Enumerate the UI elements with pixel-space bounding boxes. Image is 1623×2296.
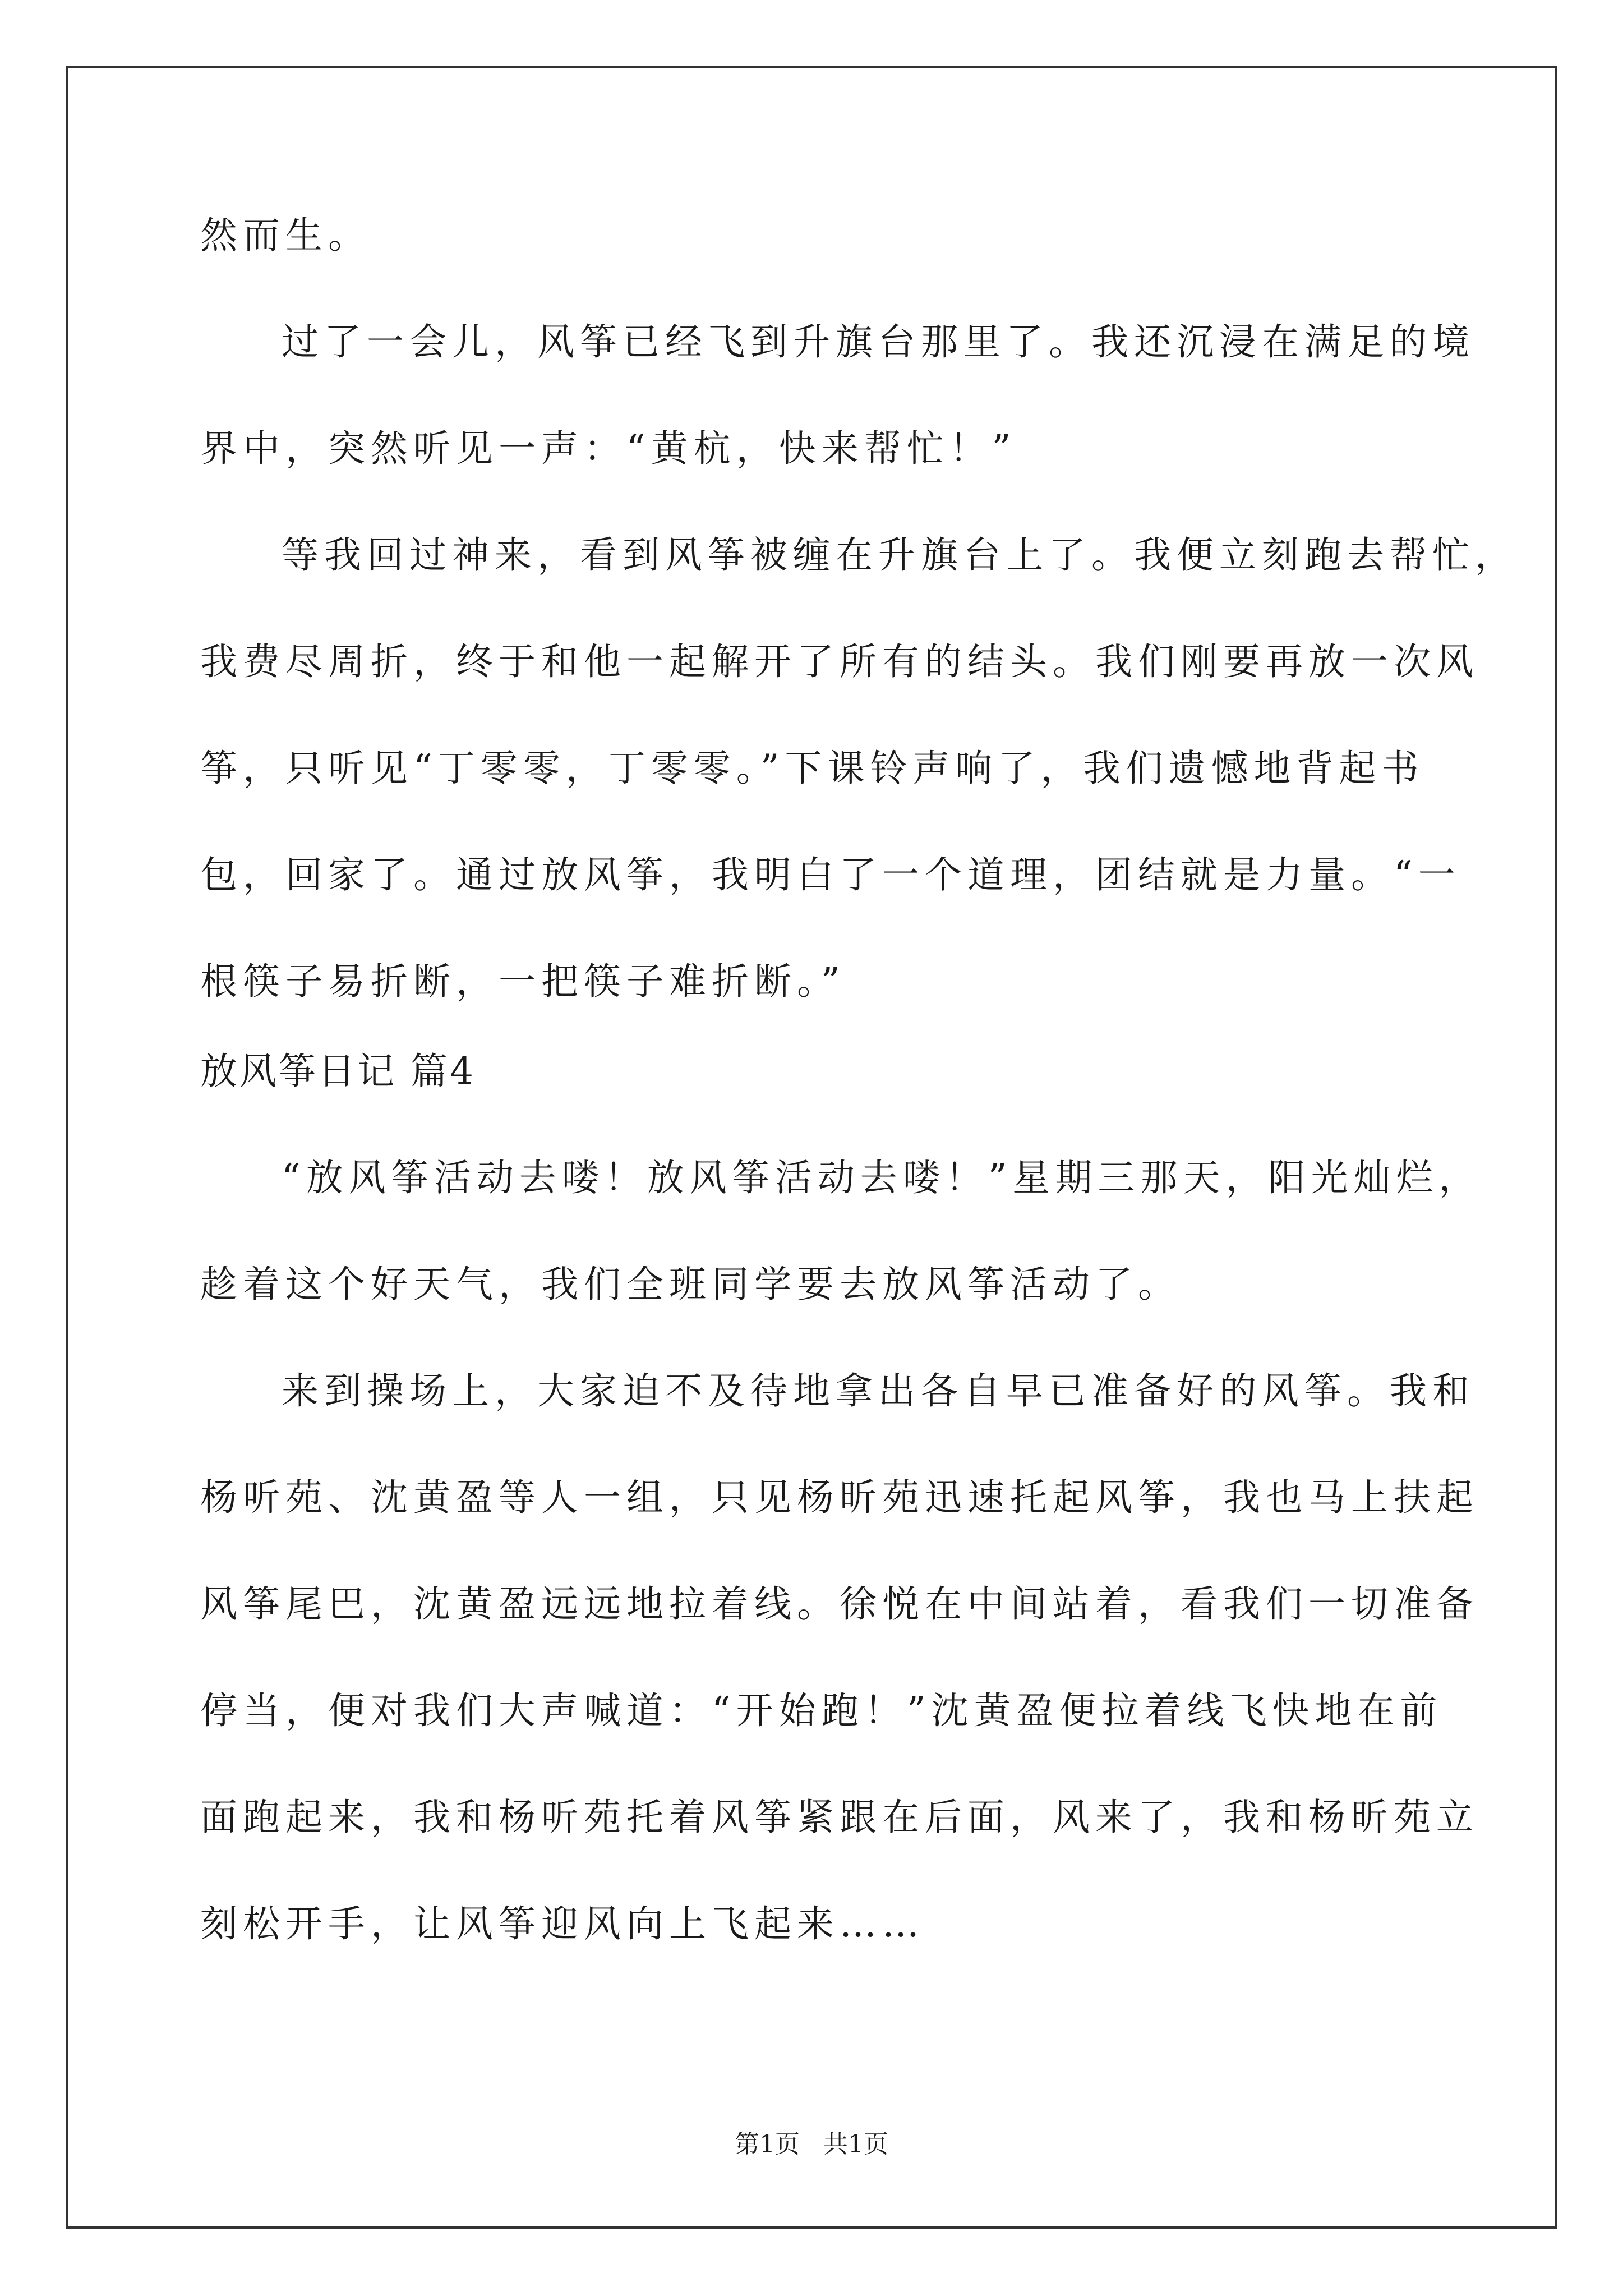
paragraph-line: 来到操场上，大家迫不及待地拿出各自早已准备好的风筝。我和 xyxy=(282,1369,1475,1412)
page-total: 共1页 xyxy=(823,2130,888,2159)
paragraph-line: 我费尽周折，终于和他一起解开了所有的结头。我们刚要再放一次风 xyxy=(200,640,1479,683)
paragraph-line: 趁着这个好天气，我们全班同学要去放风筝活动了。 xyxy=(200,1263,1181,1306)
section-heading: 放风筝日记 篇4 xyxy=(200,1050,476,1093)
paragraph-line: 等我回过神来，看到风筝被缠在升旗台上了。我便立刻跑去帮忙， xyxy=(282,533,1518,577)
paragraph-line: 刻松开手，让风筝迎风向上飞起来…… xyxy=(200,1902,925,1945)
paragraph-line: 风筝尾巴，沈黄盈远远地拉着线。徐悦在中间站着，看我们一切准备 xyxy=(200,1582,1479,1626)
paragraph-line: 过了一会儿，风筝已经飞到升旗台那里了。我还沉浸在满足的境 xyxy=(282,320,1475,364)
paragraph-line: 然而生。 xyxy=(200,214,371,257)
paragraph-line: “放风筝活动去喽！放风筝活动去喽！”星期三那天，阳光灿烂， xyxy=(282,1156,1482,1199)
paragraph-line: 面跑起来，我和杨听苑托着风筝紧跟在后面，风来了，我和杨昕苑立 xyxy=(200,1796,1479,1839)
paragraph-line: 停当，便对我们大声喊道：“开始跑！”沈黄盈便拉着线飞快地在前 xyxy=(200,1689,1443,1732)
paragraph-line: 界中，突然听见一声：“黄杭，快来帮忙！” xyxy=(200,427,1017,470)
page-footer xyxy=(0,2129,1623,2160)
paragraph-line: 杨听苑、沈黄盈等人一组，只见杨昕苑迅速托起风筝，我也马上扶起 xyxy=(200,1476,1479,1519)
paragraph-line: 筝，只听见“丁零零，丁零零。”下课铃声响了，我们遗憾地背起书 xyxy=(200,747,1424,790)
paragraph-line: 包，回家了。通过放风筝，我明白了一个道理，团结就是力量。“一 xyxy=(200,853,1461,896)
page-number: 第1页 xyxy=(735,2130,800,2159)
paragraph-line: 根筷子易折断，一把筷子难折断。” xyxy=(200,960,846,1003)
